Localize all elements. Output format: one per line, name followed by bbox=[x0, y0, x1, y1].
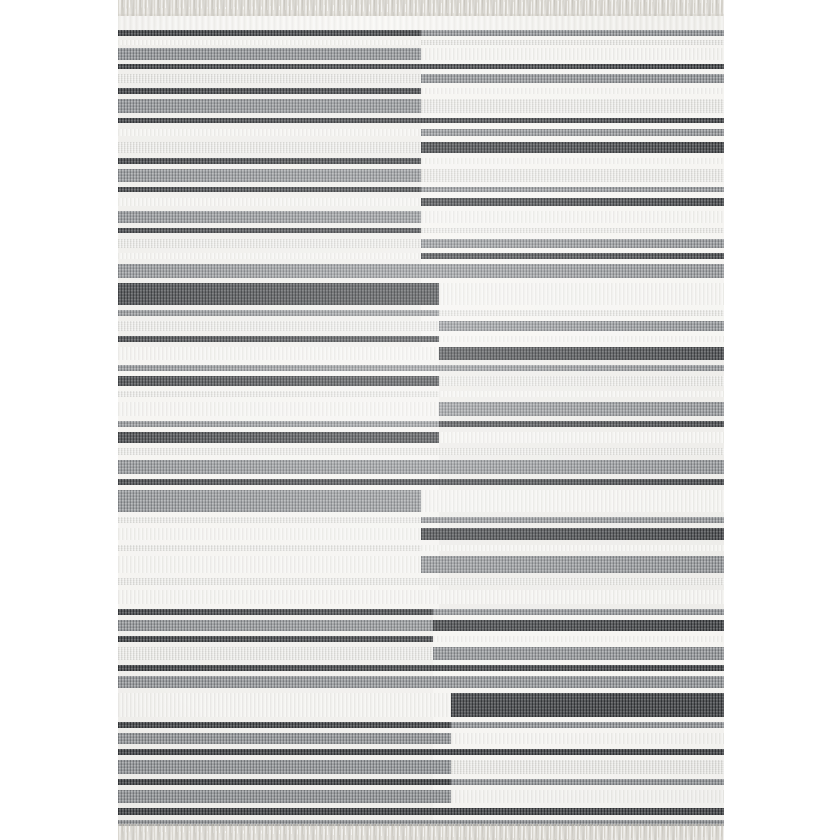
rug-stripe-segment-left bbox=[118, 48, 421, 60]
rug-stripe bbox=[118, 48, 724, 60]
rug-stripe-segment-left bbox=[118, 264, 421, 278]
rug-stripe-segment-right bbox=[421, 48, 724, 60]
rug-stripe bbox=[118, 609, 724, 615]
rug-stripe-segment-right bbox=[439, 432, 724, 443]
rug-stripe-segment-right bbox=[439, 347, 724, 360]
rug-stripe bbox=[118, 64, 724, 69]
rug-stripe-segment-left bbox=[118, 239, 421, 248]
rug-stripe-segment-left bbox=[118, 808, 451, 815]
rug-stripe-segment-left bbox=[118, 760, 451, 774]
rug-stripe bbox=[118, 336, 724, 342]
rug-stripe bbox=[118, 808, 724, 815]
rug-stripe-segment-right bbox=[451, 693, 724, 717]
rug-stripe bbox=[118, 590, 724, 604]
rug-stripe-segment-left bbox=[118, 693, 451, 717]
rug-stripe-segment-right bbox=[421, 479, 724, 485]
rug-stripe bbox=[118, 253, 724, 259]
rug-stripe-segment-left bbox=[118, 779, 451, 785]
rug-stripe-segment-left bbox=[118, 590, 421, 604]
rug-stripe-segment-left bbox=[118, 74, 421, 83]
rug-stripe-segment-left bbox=[118, 336, 439, 342]
rug-stripe-segment-right bbox=[439, 310, 724, 316]
rug-stripe-segment-left bbox=[118, 198, 421, 206]
rug-stripe-segment-right bbox=[451, 790, 724, 803]
rug-stripe-segment-left bbox=[118, 310, 439, 316]
rug-stripe bbox=[118, 228, 724, 233]
rug-stripe bbox=[118, 211, 724, 223]
rug-stripe-segment-right bbox=[433, 647, 724, 660]
rug-stripe bbox=[118, 40, 724, 45]
rug-stripe bbox=[118, 88, 724, 94]
rug-stripe-segment-left bbox=[118, 609, 433, 615]
rug-stripe bbox=[118, 722, 724, 728]
rug-stripe bbox=[118, 545, 724, 551]
rug-stripe-segment-right bbox=[421, 64, 724, 69]
rug-stripe-segment-right bbox=[451, 733, 724, 744]
rug-stripe-segment-left bbox=[118, 820, 451, 826]
rug-stripe-segment-right bbox=[421, 590, 724, 604]
rug-stripe-segment-right bbox=[421, 228, 724, 233]
rug-stripe bbox=[118, 490, 724, 512]
rug-stripe-segment-left bbox=[118, 187, 421, 192]
rug-stripe-segment-left bbox=[118, 620, 433, 631]
rug-stripe-segment-left bbox=[118, 376, 439, 386]
rug-stripe-segment-right bbox=[439, 321, 724, 331]
rug-stripe-segment-left bbox=[118, 490, 421, 512]
rug-stripe-segment-right bbox=[421, 40, 724, 45]
rug-stripe bbox=[118, 636, 724, 642]
rug-stripe bbox=[118, 402, 724, 416]
rug-stripe-segment-right bbox=[421, 169, 724, 182]
rug-stripe bbox=[118, 556, 724, 573]
rug-stripe-segment-left bbox=[118, 448, 439, 455]
rug-stripe bbox=[118, 665, 724, 671]
rug-stripe-segment-left bbox=[118, 665, 433, 671]
rug-stripe-segment-left bbox=[118, 528, 421, 540]
photo-margin-left bbox=[0, 0, 118, 840]
rug-stripe-segment-left bbox=[118, 402, 439, 416]
rug-stripe-segment-right bbox=[439, 391, 724, 397]
rug-stripe-segment-left bbox=[118, 733, 451, 744]
rug-stripe-segment-right bbox=[421, 142, 724, 153]
rug-stripe-segment-right bbox=[439, 402, 724, 416]
rug-stripe-segment-right bbox=[421, 517, 724, 523]
rug-stripe-segment-left bbox=[118, 64, 421, 69]
rug-stripe-segment-right bbox=[439, 421, 724, 427]
rug-stripe bbox=[118, 74, 724, 83]
rug-stripe-segment-left bbox=[118, 545, 421, 551]
rug-stripe-segment-right bbox=[421, 30, 724, 36]
rug-stripe bbox=[118, 448, 724, 455]
rug-stripe bbox=[118, 578, 724, 585]
rug-stripe bbox=[118, 264, 724, 278]
rug-stripe bbox=[118, 479, 724, 485]
rug-stripe bbox=[118, 620, 724, 631]
rug-stripe bbox=[118, 790, 724, 803]
rug-stripe bbox=[118, 283, 724, 305]
rug-stripe-segment-left bbox=[118, 749, 451, 755]
rug-stripe-segment-left bbox=[118, 517, 421, 523]
rug-stripe-segment-right bbox=[421, 198, 724, 206]
rug-stripe-segment-right bbox=[421, 239, 724, 248]
rug-stripe-segment-left bbox=[118, 88, 421, 94]
rug-stripe-segment-right bbox=[439, 283, 724, 305]
rug-stripe-segment-left bbox=[118, 30, 421, 36]
rug-surface bbox=[118, 14, 724, 826]
rug-stripe-segment-left bbox=[118, 158, 421, 164]
rug-stripe-segment-right bbox=[439, 448, 724, 455]
rug-stripe-segment-left bbox=[118, 347, 439, 360]
rug-stripe-segment-left bbox=[118, 647, 433, 660]
rug-stripe-segment-left bbox=[118, 118, 421, 123]
rug-stripe-segment-left bbox=[118, 578, 421, 585]
rug-stripe-segment-right bbox=[421, 264, 724, 278]
rug-stripe bbox=[118, 647, 724, 660]
rug-stripe-segment-left bbox=[118, 421, 439, 427]
rug-stripe-segment-left bbox=[118, 556, 421, 573]
rug-stripe bbox=[118, 365, 724, 371]
rug-stripe-segment-left bbox=[118, 432, 439, 443]
rug-stripe bbox=[118, 187, 724, 192]
rug-stripe-segment-right bbox=[451, 808, 724, 815]
rug-stripe-segment-left bbox=[118, 722, 451, 728]
rug-stripe bbox=[118, 158, 724, 164]
rug-stripe-segment-right bbox=[421, 99, 724, 113]
rug-stripe-segment-right bbox=[421, 253, 724, 259]
rug-stripe-segment-right bbox=[451, 722, 724, 728]
rug-stripe bbox=[118, 239, 724, 248]
rug-stripe-segment-right bbox=[451, 820, 724, 826]
rug-stripe-segment-right bbox=[439, 336, 724, 342]
rug-stripe-segment-right bbox=[451, 779, 724, 785]
rug-stripe-segment-left bbox=[118, 365, 439, 371]
rug-stripe bbox=[118, 99, 724, 113]
rug-stripe-segment-left bbox=[118, 460, 439, 474]
rug-stripe-segment-right bbox=[421, 528, 724, 540]
rug-stripe-segment-left bbox=[118, 676, 433, 688]
rug-stripe-segment-right bbox=[421, 158, 724, 164]
rug-stripe-segment-right bbox=[439, 365, 724, 371]
rug-stripe-segment-left bbox=[118, 228, 421, 233]
rug-stripe-segment-right bbox=[421, 118, 724, 123]
rug-stripe-segment-right bbox=[421, 88, 724, 94]
rug-stripe bbox=[118, 142, 724, 153]
rug-stripe-segment-left bbox=[118, 283, 439, 305]
rug-stripe bbox=[118, 321, 724, 331]
rug-stripe bbox=[118, 376, 724, 386]
rug-stripe-segment-right bbox=[421, 490, 724, 512]
rug-stripe-segment-right bbox=[451, 760, 724, 774]
rug-stripe bbox=[118, 760, 724, 774]
rug-stripe bbox=[118, 198, 724, 206]
rug-stripe-segment-right bbox=[433, 665, 724, 671]
rug-stripe-segment-right bbox=[421, 545, 724, 551]
rug-stripe-segment-left bbox=[118, 321, 439, 331]
rug-stripe bbox=[118, 30, 724, 36]
rug-stripe bbox=[118, 749, 724, 755]
rug-stripe-segment-left bbox=[118, 40, 421, 45]
rug-stripe-segment-right bbox=[433, 620, 724, 631]
rug-stripe-segment-right bbox=[421, 129, 724, 136]
rug-stripe-segment-right bbox=[421, 556, 724, 573]
rug-fringe-bottom bbox=[118, 824, 724, 840]
rug-stripe bbox=[118, 517, 724, 523]
rug-stripe-segment-left bbox=[118, 391, 439, 397]
rug-stripe-segment-left bbox=[118, 790, 451, 803]
rug-stripe bbox=[118, 432, 724, 443]
rug-stripe-segment-right bbox=[433, 676, 724, 688]
rug-stripe-segment-left bbox=[118, 479, 421, 485]
rug-stripe bbox=[118, 347, 724, 360]
rug-stripe-segment-left bbox=[118, 211, 421, 223]
rug-stripe bbox=[118, 129, 724, 136]
rug-stripe-segment-right bbox=[439, 376, 724, 386]
rug-stripe-segment-right bbox=[433, 636, 724, 642]
rug-stripe bbox=[118, 310, 724, 316]
rug-stripe bbox=[118, 676, 724, 688]
rug-stripe-segment-left bbox=[118, 636, 433, 642]
rug-stripe-segment-right bbox=[451, 749, 724, 755]
rug-stripe bbox=[118, 169, 724, 182]
rug-stripe bbox=[118, 460, 724, 474]
rug-stripe bbox=[118, 528, 724, 540]
rug-stripe-segment-right bbox=[421, 74, 724, 83]
rug-stripe-segment-left bbox=[118, 169, 421, 182]
rug-stripe-segment-right bbox=[421, 578, 724, 585]
rug-stripe bbox=[118, 779, 724, 785]
rug-stripe-segment-right bbox=[421, 187, 724, 192]
photo-margin-right bbox=[724, 0, 840, 840]
rug-stripe bbox=[118, 693, 724, 717]
rug-stripe bbox=[118, 391, 724, 397]
rug-stripe-segment-right bbox=[433, 609, 724, 615]
rug-stripe-segment-left bbox=[118, 129, 421, 136]
rug-stripe bbox=[118, 421, 724, 427]
rug-stripe bbox=[118, 118, 724, 123]
rug-stripe-segment-right bbox=[421, 211, 724, 223]
rug-stripe bbox=[118, 733, 724, 744]
rug-stripe-segment-left bbox=[118, 253, 421, 259]
rug-stripe-segment-left bbox=[118, 99, 421, 113]
rug-stripe-segment-right bbox=[439, 460, 724, 474]
rug-stripe-segment-left bbox=[118, 142, 421, 153]
rug-stripe bbox=[118, 820, 724, 826]
